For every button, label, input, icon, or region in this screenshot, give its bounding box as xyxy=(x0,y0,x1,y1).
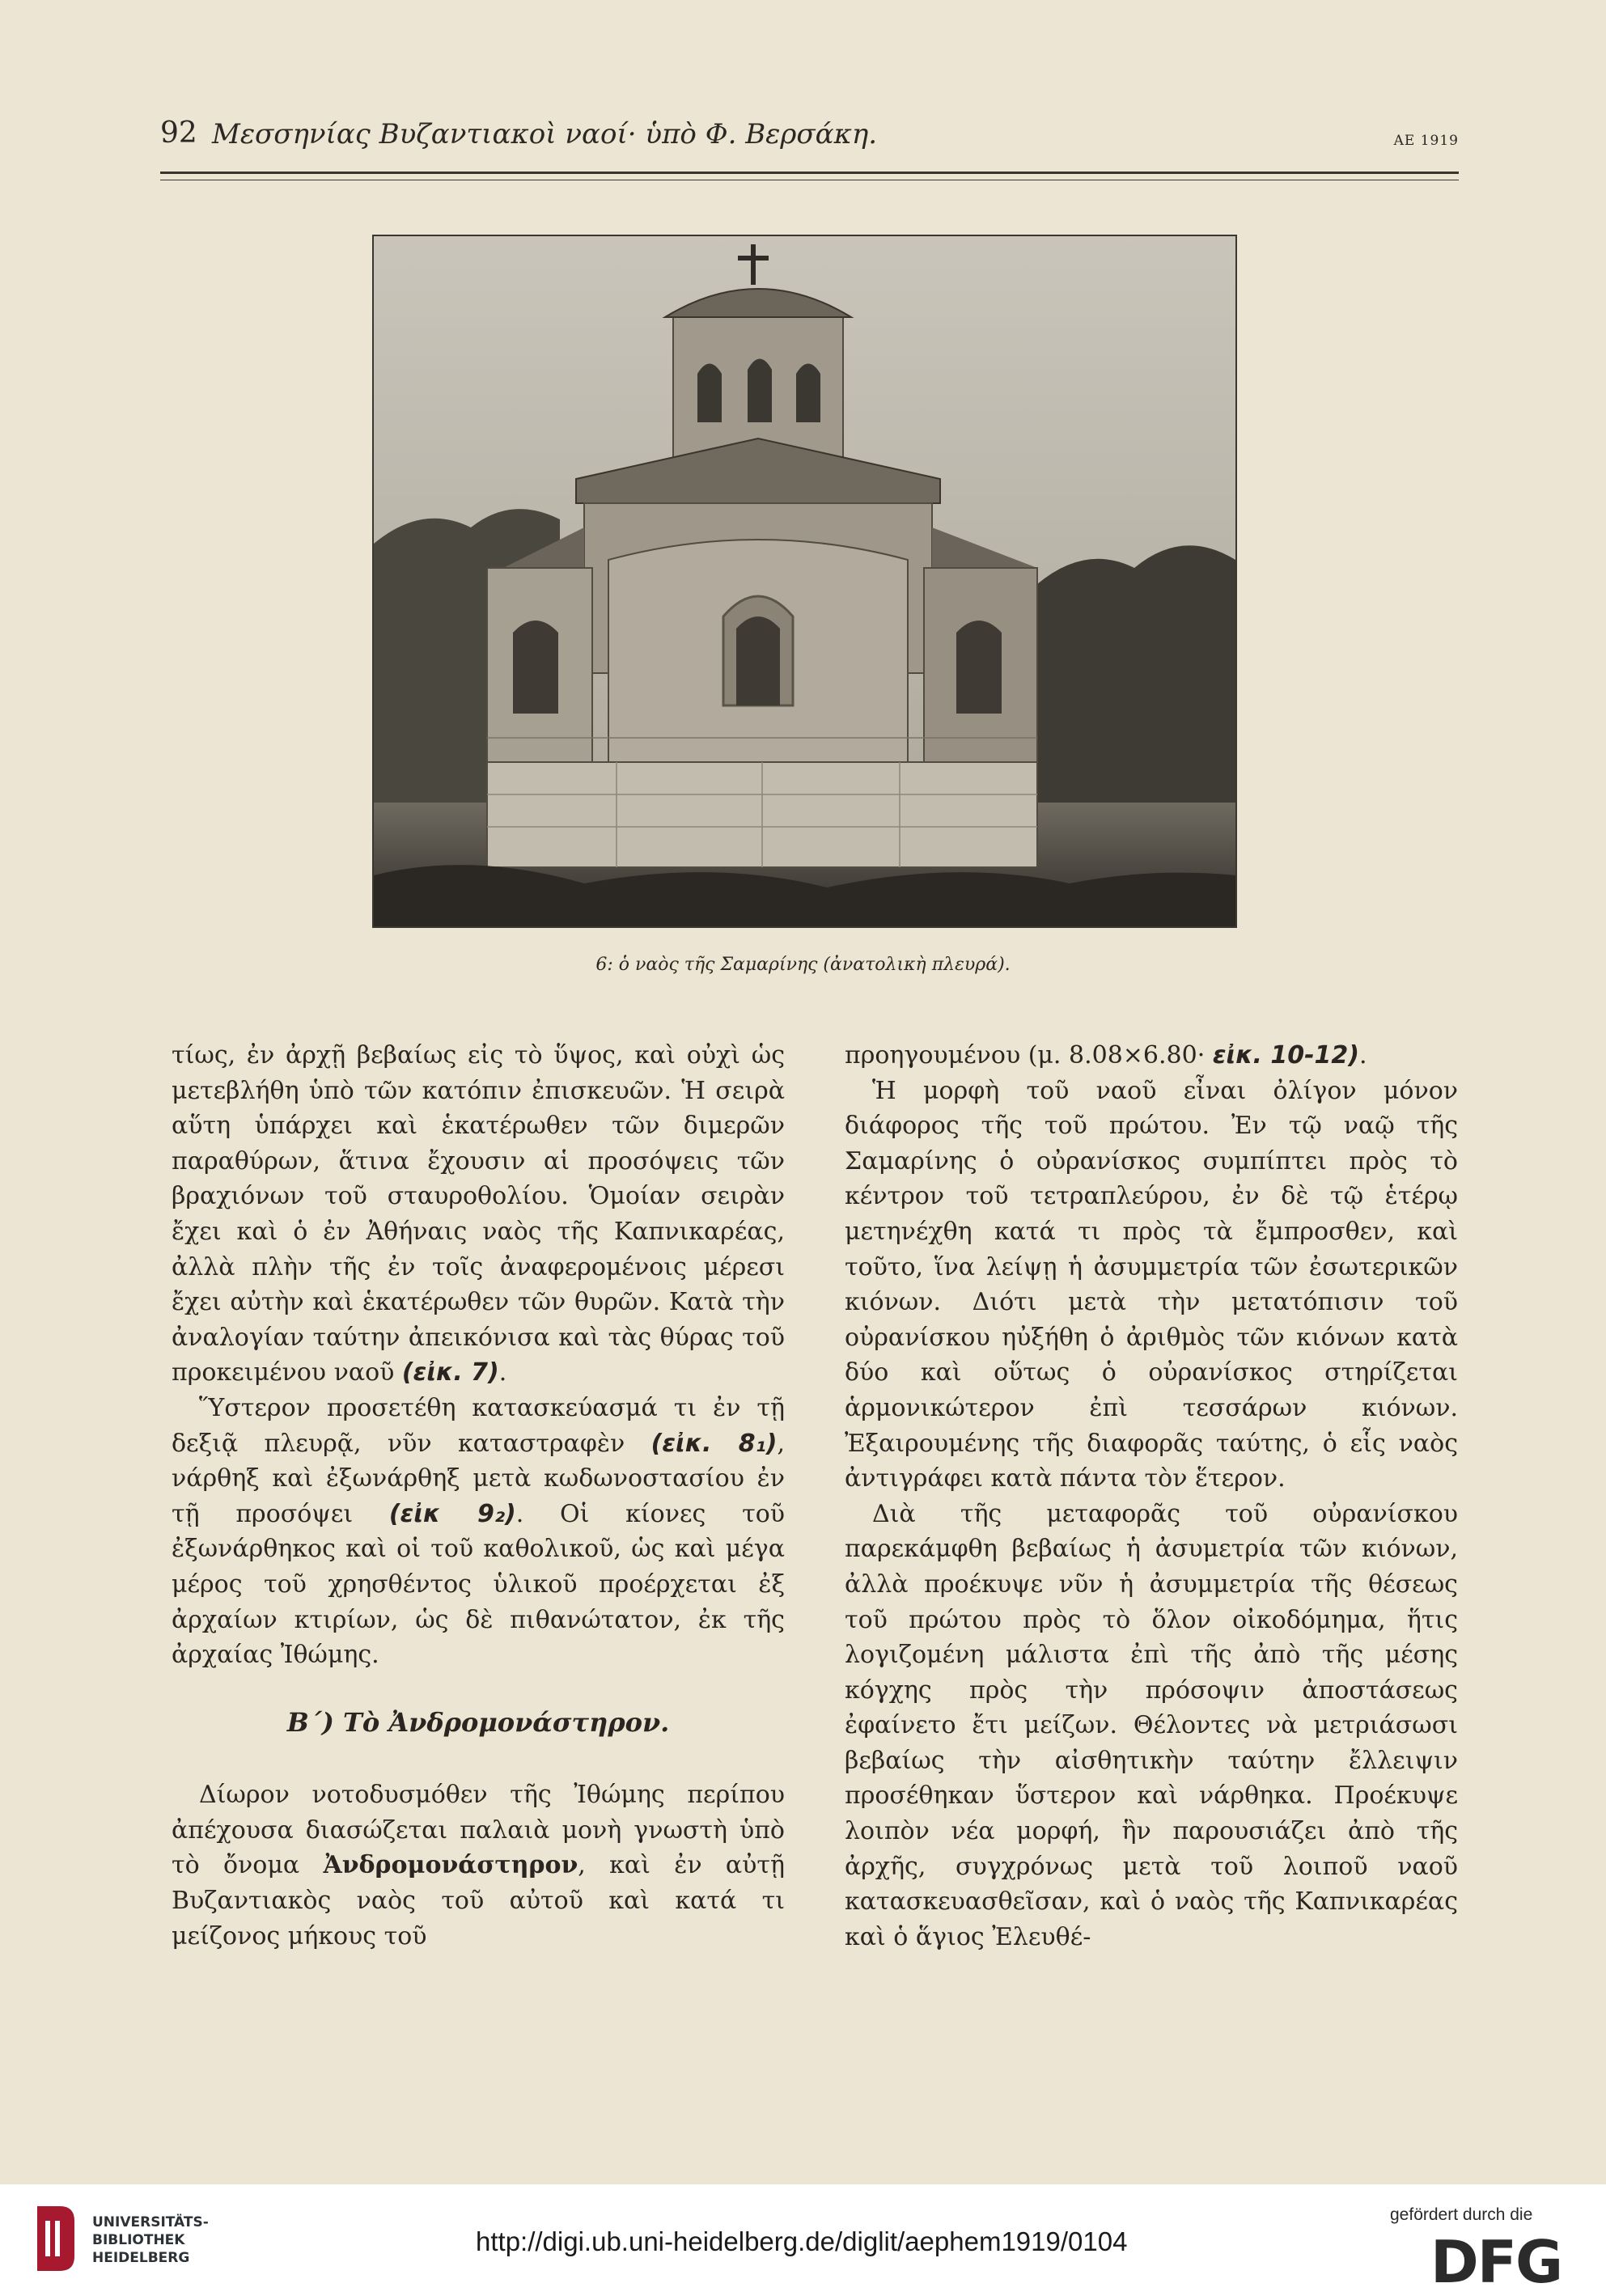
running-head xyxy=(160,113,1459,178)
library-name-line: BIBLIOTHEK xyxy=(92,2232,185,2248)
paragraph xyxy=(172,1777,785,1954)
page-number: 92 xyxy=(160,116,197,150)
text: Ὕστερον προσετέθη κατασκεύασμά τι ἐν τῇ δεξιᾷ πλευρᾷ, νῦν καταστραφὲν xyxy=(172,1393,785,1458)
funded-by-label: gefördert durch die xyxy=(1390,2205,1533,2224)
church-photograph xyxy=(372,235,1237,928)
emphasized-term: Ἀνδρομονάστηρον xyxy=(323,1851,578,1880)
paragraph xyxy=(845,1038,1458,1074)
paragraph: Ἡ μορφὴ τοῦ ναοῦ εἶναι ὀλίγον μόνον διάφορος τῆς τοῦ πρώτου. Ἐν τῷ ναῷ τῆς Σαμαρίνης ὁ οὐρανίσκος συμπίπτει πρὸς τὸ κέντρον τοῦ τετραπλεύρου, ἐν δὲ τῷ ἑτέρῳ μετηνέχθη κατά τι πρὸς τὰ ἔμπροσθεν, καὶ τοῦτο, ἵνα λείψῃ ἡ ἀσυμμετρία τῶν ἐσωτερικῶν κιόνων. Διότι μετὰ τὴν μετατόπισιν τοῦ οὐρανίσκου ηὐξήθη ὁ ἀριθμὸς τῶν κιόνων κατὰ δύο καὶ οὕτως ὁ οὐρανίσκος στηρίζεται ἁρμονικώτερον ἐπὶ τεσσάρων κιόνων. Ἐξαιρουμένης τῆς διαφορᾶς ταύτης, ὁ εἷς ναὸς ἀντιγράφει κατὰ πάντα τὸν ἕτερον. xyxy=(845,1076,1458,1493)
text: , νάρθηξ καὶ ἐξωνάρθηξ μετὰ κωδωνοστασίου ἐν τῇ προσόψει xyxy=(172,1429,786,1528)
left-column xyxy=(172,1038,785,1954)
text: προηγουμένου (μ. 8.08×6.80· xyxy=(845,1041,1213,1070)
source-url-link[interactable]: http://digi.ub.uni-heidelberg.de/diglit/aephem1919/0104 xyxy=(476,2226,1128,2256)
figure-caption: 6: ὁ ναὸς τῆς Σαμαρίνης (ἀνατολικὴ πλευρά). xyxy=(595,955,1011,975)
text: . Οἱ κίονες τοῦ ἐξωνάρθηκος καὶ οἱ τοῦ καθολικοῦ, ὡς καὶ μέγα μέρος τοῦ χρησθέντος ὑλικοῦ προέρχεται ἐξ ἀρχαίων κτιρίων, ὡς δὲ πιθανώτατον, ἐκ τῆς ἀρχαίας Ἰθώμης. xyxy=(172,1499,785,1670)
text: . xyxy=(1359,1041,1367,1070)
running-title: Μεσσηνίας Βυζαντιακοὶ ναοί· ὑπὸ Φ. Βερσάκη. xyxy=(212,118,878,150)
library-name xyxy=(92,2213,209,2267)
header-rule xyxy=(160,172,1459,174)
dfg-logo: DFG xyxy=(1430,2228,1562,2296)
figure-reference: εἰκ. 10-12) xyxy=(1212,1041,1360,1070)
figure-reference: (εἰκ 9₂) xyxy=(388,1499,516,1528)
figure-reference: (εἰκ. 7) xyxy=(401,1358,499,1387)
text: . xyxy=(498,1358,507,1387)
church-photo-illustration xyxy=(374,236,1235,926)
text: τίως, ἐν ἀρχῇ βεβαίως εἰς τὸ ὕψος, καὶ οὐχὶ ὡς μετεβλήθη ὑπὸ τῶν κατόπιν ἐπισκευῶν. Ἡ σειρὰ αὕτη ὑπάρχει καὶ ἑκατέρωθεν τῶν διμερῶν παραθύρων, ἅτινα ἔχουσιν αἱ προσόψεις τῶν βραχιόνων τοῦ σταυροθολίου. Ὁμοίαν σειρὰν ἔχει καὶ ὁ ἐν Ἀθήναις ναὸς τῆς Καπνικαρέας, ἀλλὰ πλὴν τῆς ἐν τοῖς ἀναφερομένοις μέρεσι ἔχει αὐτὴν καὶ ἑκατέρωθεν τῶν θυρῶν. Κατὰ τὴν ἀναλογίαν ταύτην ἀπεικόνισα καὶ τὰς θύρας τοῦ προκειμένου ναοῦ xyxy=(172,1041,785,1387)
section-heading: Β´) Τὸ Ἀνδρομονάστηρον. xyxy=(286,1706,670,1738)
paragraph xyxy=(172,1038,785,1391)
library-name-line: UNIVERSITÄTS- xyxy=(92,2214,209,2230)
paragraph xyxy=(172,1391,785,1673)
right-column xyxy=(845,1038,1458,1955)
figure-reference: (εἰκ. 8₁) xyxy=(650,1429,778,1458)
library-name-line: HEIDELBERG xyxy=(92,2250,190,2266)
paragraph: Διὰ τῆς μεταφορᾶς τοῦ οὐρανίσκου παρεκάμφθη βεβαίως ἡ ἀσυμετρία τῶν κιόνων, ἀλλὰ προέκυψε νῦν ἡ ἀσυμμετρία τῆς θέσεως τοῦ πρώτου πρὸς τὸ ὅλον οἰκοδόμημα, ἥτις λογιζομένη μάλιστα ἐπὶ τῆς ἀπὸ τῆς μέσης κόγχης πρὸς τὴν πρόσοψιν ἀποστάσεως ἐφαίνετο ἔτι μείζων. Θέλοντες νὰ μετριάσωσι βεβαίως τὴν αἰσθητικὴν ταύτην ἔλλειψιν προσέθηκαν ὕστερον καὶ νάρθηκα. Προέκυψε λοιπὸν νέα μορφή, ἣν παρουσιάζει ἀπὸ τῆς ἀρχῆς, συγχρόνως μετὰ τοῦ λοιποῦ ναοῦ κατασκευασθεῖσαν, καὶ ὁ ναὸς τῆς Καπνικαρέας καὶ ὁ ἅγιος Ἐλευθέ- xyxy=(845,1499,1458,1951)
university-library-logo-icon xyxy=(37,2206,74,2271)
text: , καὶ ἐν αὐτῇ Βυζαντιακὸς ναὸς τοῦ αὐτοῦ καὶ κατά τι μείζονος μήκους τοῦ xyxy=(172,1851,785,1951)
text: Δίωρον νοτοδυσμόθεν τῆς Ἰθώμης περίπου ἀπέχουσα διασώζεται παλαιὰ μονὴ γνωστὴ ὑπὸ τὸ ὄνομα xyxy=(172,1781,785,1880)
journal-year: ΑΕ 1919 xyxy=(1393,133,1459,149)
